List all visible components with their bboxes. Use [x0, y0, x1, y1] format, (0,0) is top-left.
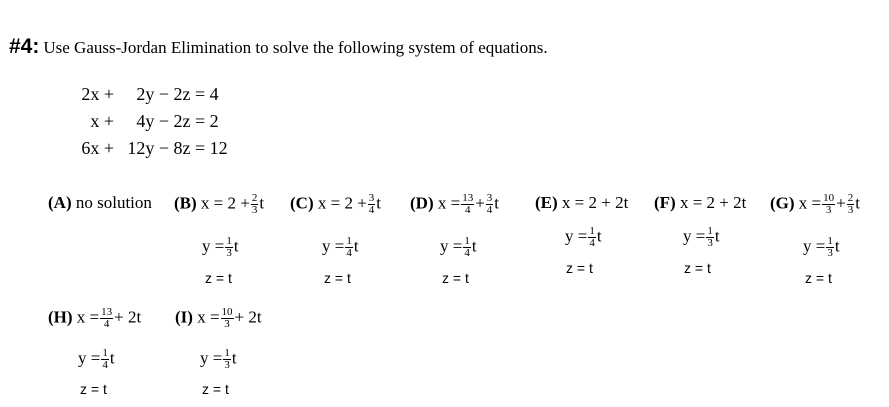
equation-2: x + 4y − 2z = 2 [90, 111, 219, 131]
equation-1: 2x + 2y − 2z = 4 [81, 84, 219, 104]
problem-number: #4: [9, 35, 40, 58]
problem-instruction: Use Gauss-Jordan Elimination to solve the following system of equations. [43, 38, 548, 57]
option-a: (A) no solution [48, 193, 152, 212]
problem-heading [9, 35, 548, 59]
equation-3: 6x + 12y − 8z = 12 [81, 138, 228, 158]
